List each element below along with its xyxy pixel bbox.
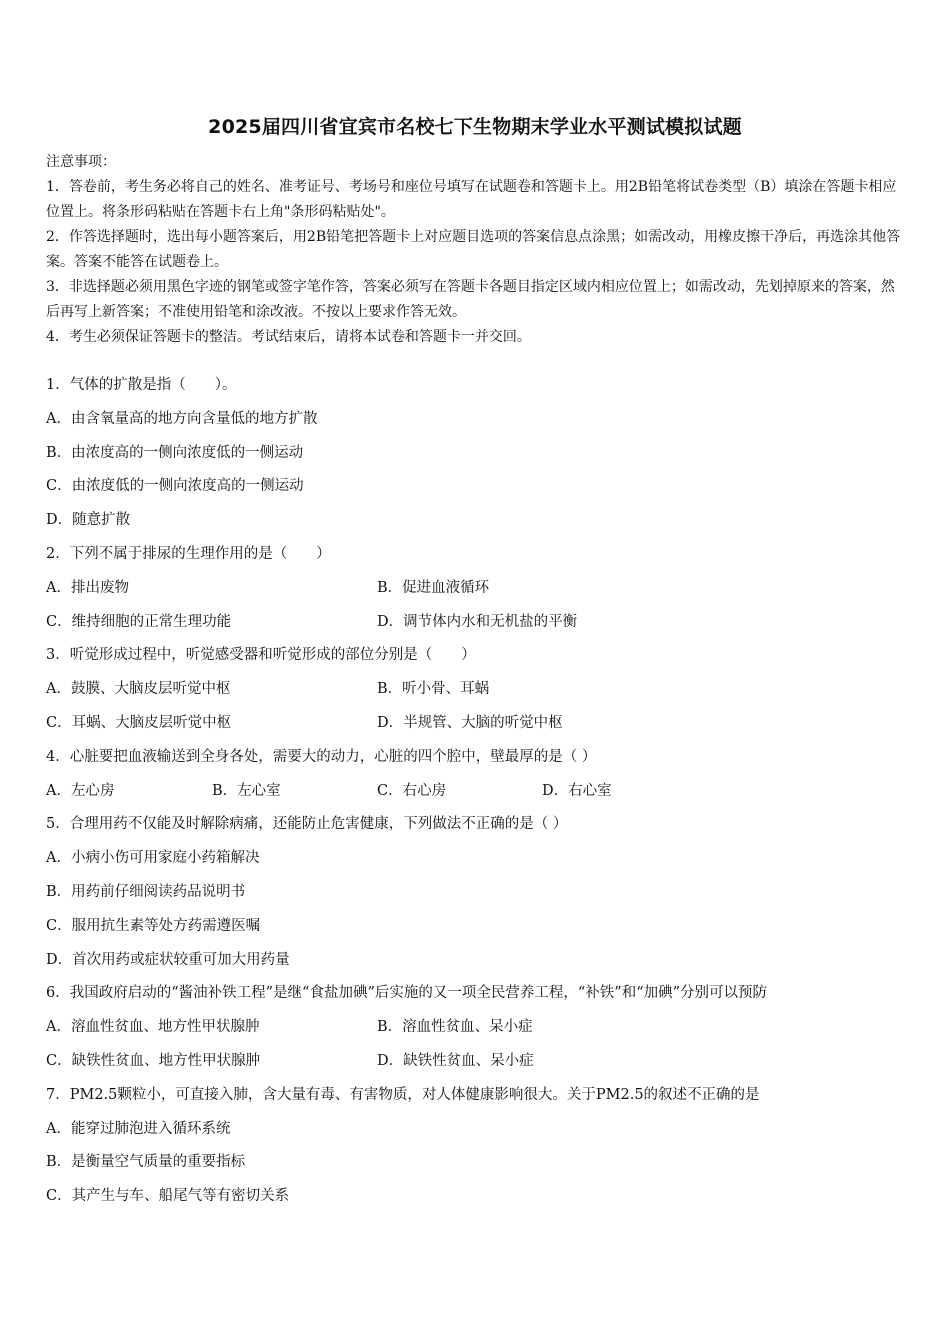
page-title: 2025届四川省宜宾市名校七下生物期末学业水平测试模拟试题 — [208, 116, 742, 138]
option-row — [46, 677, 908, 711]
question-stem: 7．PM2.5颗粒小，可直接入肺，含大量有毒、有害物质，对人体健康影响很大。关于PM2.5的叙述不正确的是 — [46, 1086, 760, 1103]
notice-item: 2．作答选择题时，选出每小题答案后，用2B铅笔把答题卡上对应题目选项的答案信息点涂黑；如需改动，用橡皮擦干净后，再选涂其他答案。答案不能答在试题卷上。 — [46, 229, 901, 270]
question-option: D．调节体内水和无机盐的平衡 — [377, 613, 578, 630]
option-row — [46, 711, 908, 745]
question-option: A．能穿过肺泡进入循环系统 — [46, 1120, 231, 1137]
notice-item: 4．考生必须保证答题卡的整洁。考试结束后，请将本试卷和答题卡一并交回。 — [46, 329, 531, 345]
question-option: A．左心房 — [46, 782, 115, 799]
question-option: C．右心房 — [377, 782, 447, 799]
question-list — [46, 373, 908, 1218]
question-stem: 6．我国政府启动的“酱油补铁工程”是继“食盐加碘”后实施的又一项全民营养工程，“补铁”和“加碘”分别可以预防 — [46, 985, 768, 1002]
question-option: B．溶血性贫血、呆小症 — [377, 1019, 533, 1036]
question-option: B．听小骨、耳蜗 — [377, 681, 490, 698]
question-stem: 4．心脏要把血液输送到全身各处，需要大的动力，心脏的四个腔中，壁最厚的是（ ） — [46, 748, 597, 765]
question-option: B．是衡量空气质量的重要指标 — [46, 1154, 246, 1171]
question-stem: 2．下列不属于排尿的生理作用的是（ ） — [46, 545, 331, 562]
question-option: A．排出废物 — [46, 579, 129, 596]
notice-heading: 注意事项： — [46, 154, 116, 170]
question-stem: 1．气体的扩散是指（ ）。 — [46, 377, 237, 393]
option-row — [46, 576, 908, 610]
question-stem: 3．听觉形成过程中，听觉感受器和听觉形成的部位分别是（ ） — [46, 647, 476, 664]
question-option: A．鼓膜、大脑皮层听觉中枢 — [46, 681, 231, 698]
question-option: C．耳蜗、大脑皮层听觉中枢 — [46, 714, 232, 731]
question-option: D．右心室 — [542, 782, 612, 799]
notice-section — [46, 150, 908, 350]
option-row — [46, 1015, 908, 1049]
question-option: D．随意扩散 — [46, 512, 131, 529]
question-option: B．由浓度高的一侧向浓度低的一侧运动 — [46, 444, 304, 461]
question-option: C．缺铁性贫血、地方性甲状腺肿 — [46, 1052, 261, 1069]
notice-item: 3．非选择题必须用黑色字迹的钢笔或签字笔作答，答案必须写在答题卡各题目指定区域内相应位置上；如需改动，先划掉原来的答案，然后再写上新答案；不准使用铅笔和涂改液。不按以上要求作答无效。 — [46, 279, 895, 320]
notice-item: 1．答卷前，考生务必将自己的姓名、准考证号、考场号和座位号填写在试题卷和答题卡上。用2B铅笔将试卷类型（B）填涂在答题卡相应位置上。将条形码粘贴在答题卡右上角"条形码粘贴处"。 — [46, 179, 897, 220]
question-option: C．其产生与车、船尾气等有密切关系 — [46, 1188, 290, 1205]
question-stem: 5．合理用药不仅能及时解除病痛，还能防止危害健康，下列做法不正确的是（ ） — [46, 816, 568, 833]
question-option: D．首次用药或症状较重可加大用药量 — [46, 951, 290, 968]
question-option: C．服用抗生素等处方药需遵医嘱 — [46, 917, 261, 934]
question-option: B．左心室 — [212, 782, 281, 799]
question-option: A．溶血性贫血、地方性甲状腺肿 — [46, 1019, 260, 1036]
question-option: D．缺铁性贫血、呆小症 — [377, 1052, 534, 1069]
question-option: A．小病小伤可用家庭小药箱解决 — [46, 850, 260, 867]
question-option: C．维持细胞的正常生理功能 — [46, 613, 232, 630]
option-row — [46, 610, 908, 644]
question-option: C．由浓度低的一侧向浓度高的一侧运动 — [46, 478, 304, 495]
question-option: D．半规管、大脑的听觉中枢 — [377, 714, 563, 731]
question-option: B．用药前仔细阅读药品说明书 — [46, 883, 246, 900]
option-row — [46, 779, 908, 813]
option-row — [46, 1049, 908, 1083]
question-option: B．促进血液循环 — [377, 579, 490, 596]
question-option: A．由含氧量高的地方向含量低的地方扩散 — [46, 410, 318, 427]
